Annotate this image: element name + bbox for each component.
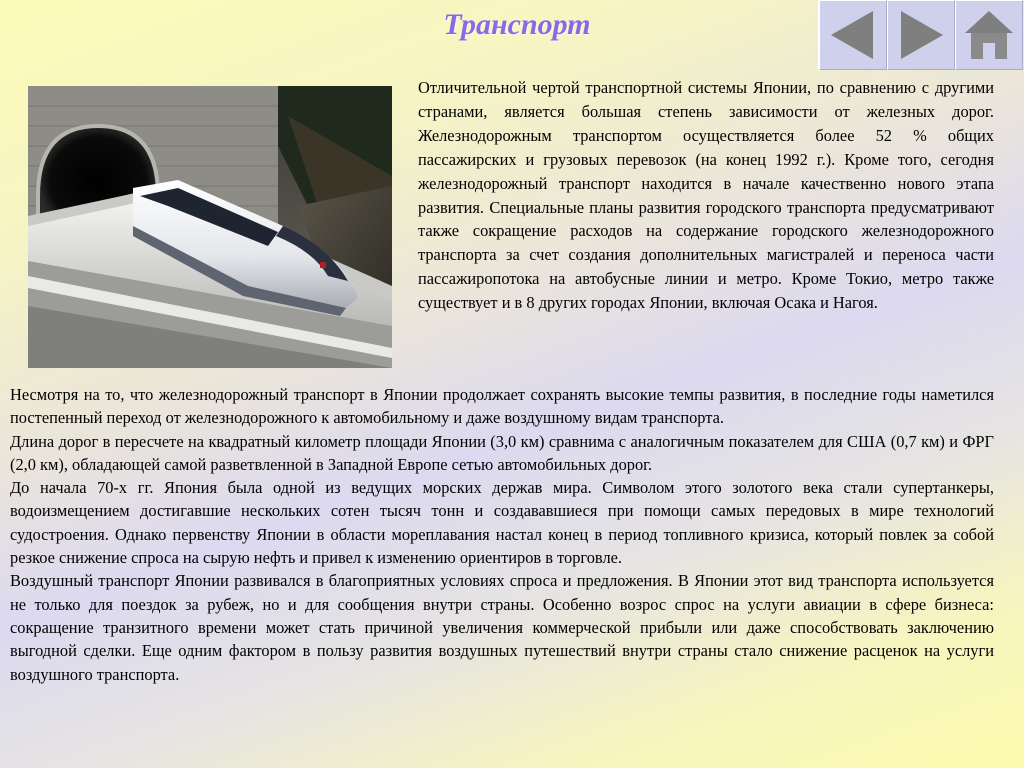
main-text: [10, 383, 994, 686]
back-button[interactable]: [819, 0, 887, 70]
maglev-train-photo: [28, 86, 392, 368]
paragraph-road-density: Длина дорог в пересчете на квадратный километр площади Японии (3,0 км) сравнима с аналогичным показателем для США (0,7 км) и ФРГ (2,0 км), обладающей самой разветвленной в Западной Европе сетью автомобильных дорог.: [10, 431, 994, 474]
home-button[interactable]: [955, 0, 1023, 70]
intro-paragraph: Отличительной чертой транспортной системы Японии, по сравнению с другими странами, является большая степень зависимости от железных дорог. Железнодорожным транспортом осуществляется более 52 % общих пассажирских и грузовых перевозок (на конец 1992 г.). Кроме того, сегодня железнодорожный транспорт находится в начале качественно нового этапа развития. Специальные планы развития городского транспорта предусматривают также сокращение расходов на содержание городского железнодорожного транспорта за счет создания дополнительных магистралей и переноса части пассажиропотока на автобусные линии и метро. Кроме Токио, метро также существует и в 8 других городах Японии, включая Осака и Нагоя.: [418, 78, 994, 313]
forward-button[interactable]: [887, 0, 955, 70]
triangle-left-icon: [825, 7, 881, 63]
navigation-bar: [818, 0, 1024, 70]
paragraph-air-transport: Воздушный транспорт Японии развивался в благоприятных условиях спроса и предложения. В Японии этот вид транспорта используется не только для поездок за рубеж, но и для сообщения внутри страны. Особенно возрос спрос на услуги авиации в сфере бизнеса: сокращение транзитного времени может стать причиной увеличения коммерческой прибыли или даже способствовать заключению выгодной сделки. Еще одним фактором в пользу развития воздушных путешествий внутри страны стало снижение расценок на услуги воздушного транспорта.: [10, 571, 994, 684]
paragraph-maritime: До начала 70-х гг. Япония была одной из ведущих морских держав мира. Символом этого золотого века стали супертанкеры, водоизмещением достигавшие нескольких сотен тысяч тонн и создававшиеся при помощи самых передовых в мире технологий судостроения. Однако первенству Японии в области мореплавания настал конец в период топливного кризиса, который повлек за собой резкое снижение спроса на сырую нефть и привел к изменению ориентиров в торговле.: [10, 478, 994, 568]
triangle-right-icon: [893, 7, 949, 63]
train-image: [28, 86, 392, 368]
house-icon: [961, 7, 1017, 63]
page-title: Транспорт: [443, 8, 591, 41]
paragraph-railway-transition: Несмотря на то, что железнодорожный транспорт в Японии продолжает сохранять высокие темпы развития, в последние годы наметился постепенный переход от железнодорожного к автомобильному и даже воздушному видам транспорта.: [10, 385, 994, 428]
